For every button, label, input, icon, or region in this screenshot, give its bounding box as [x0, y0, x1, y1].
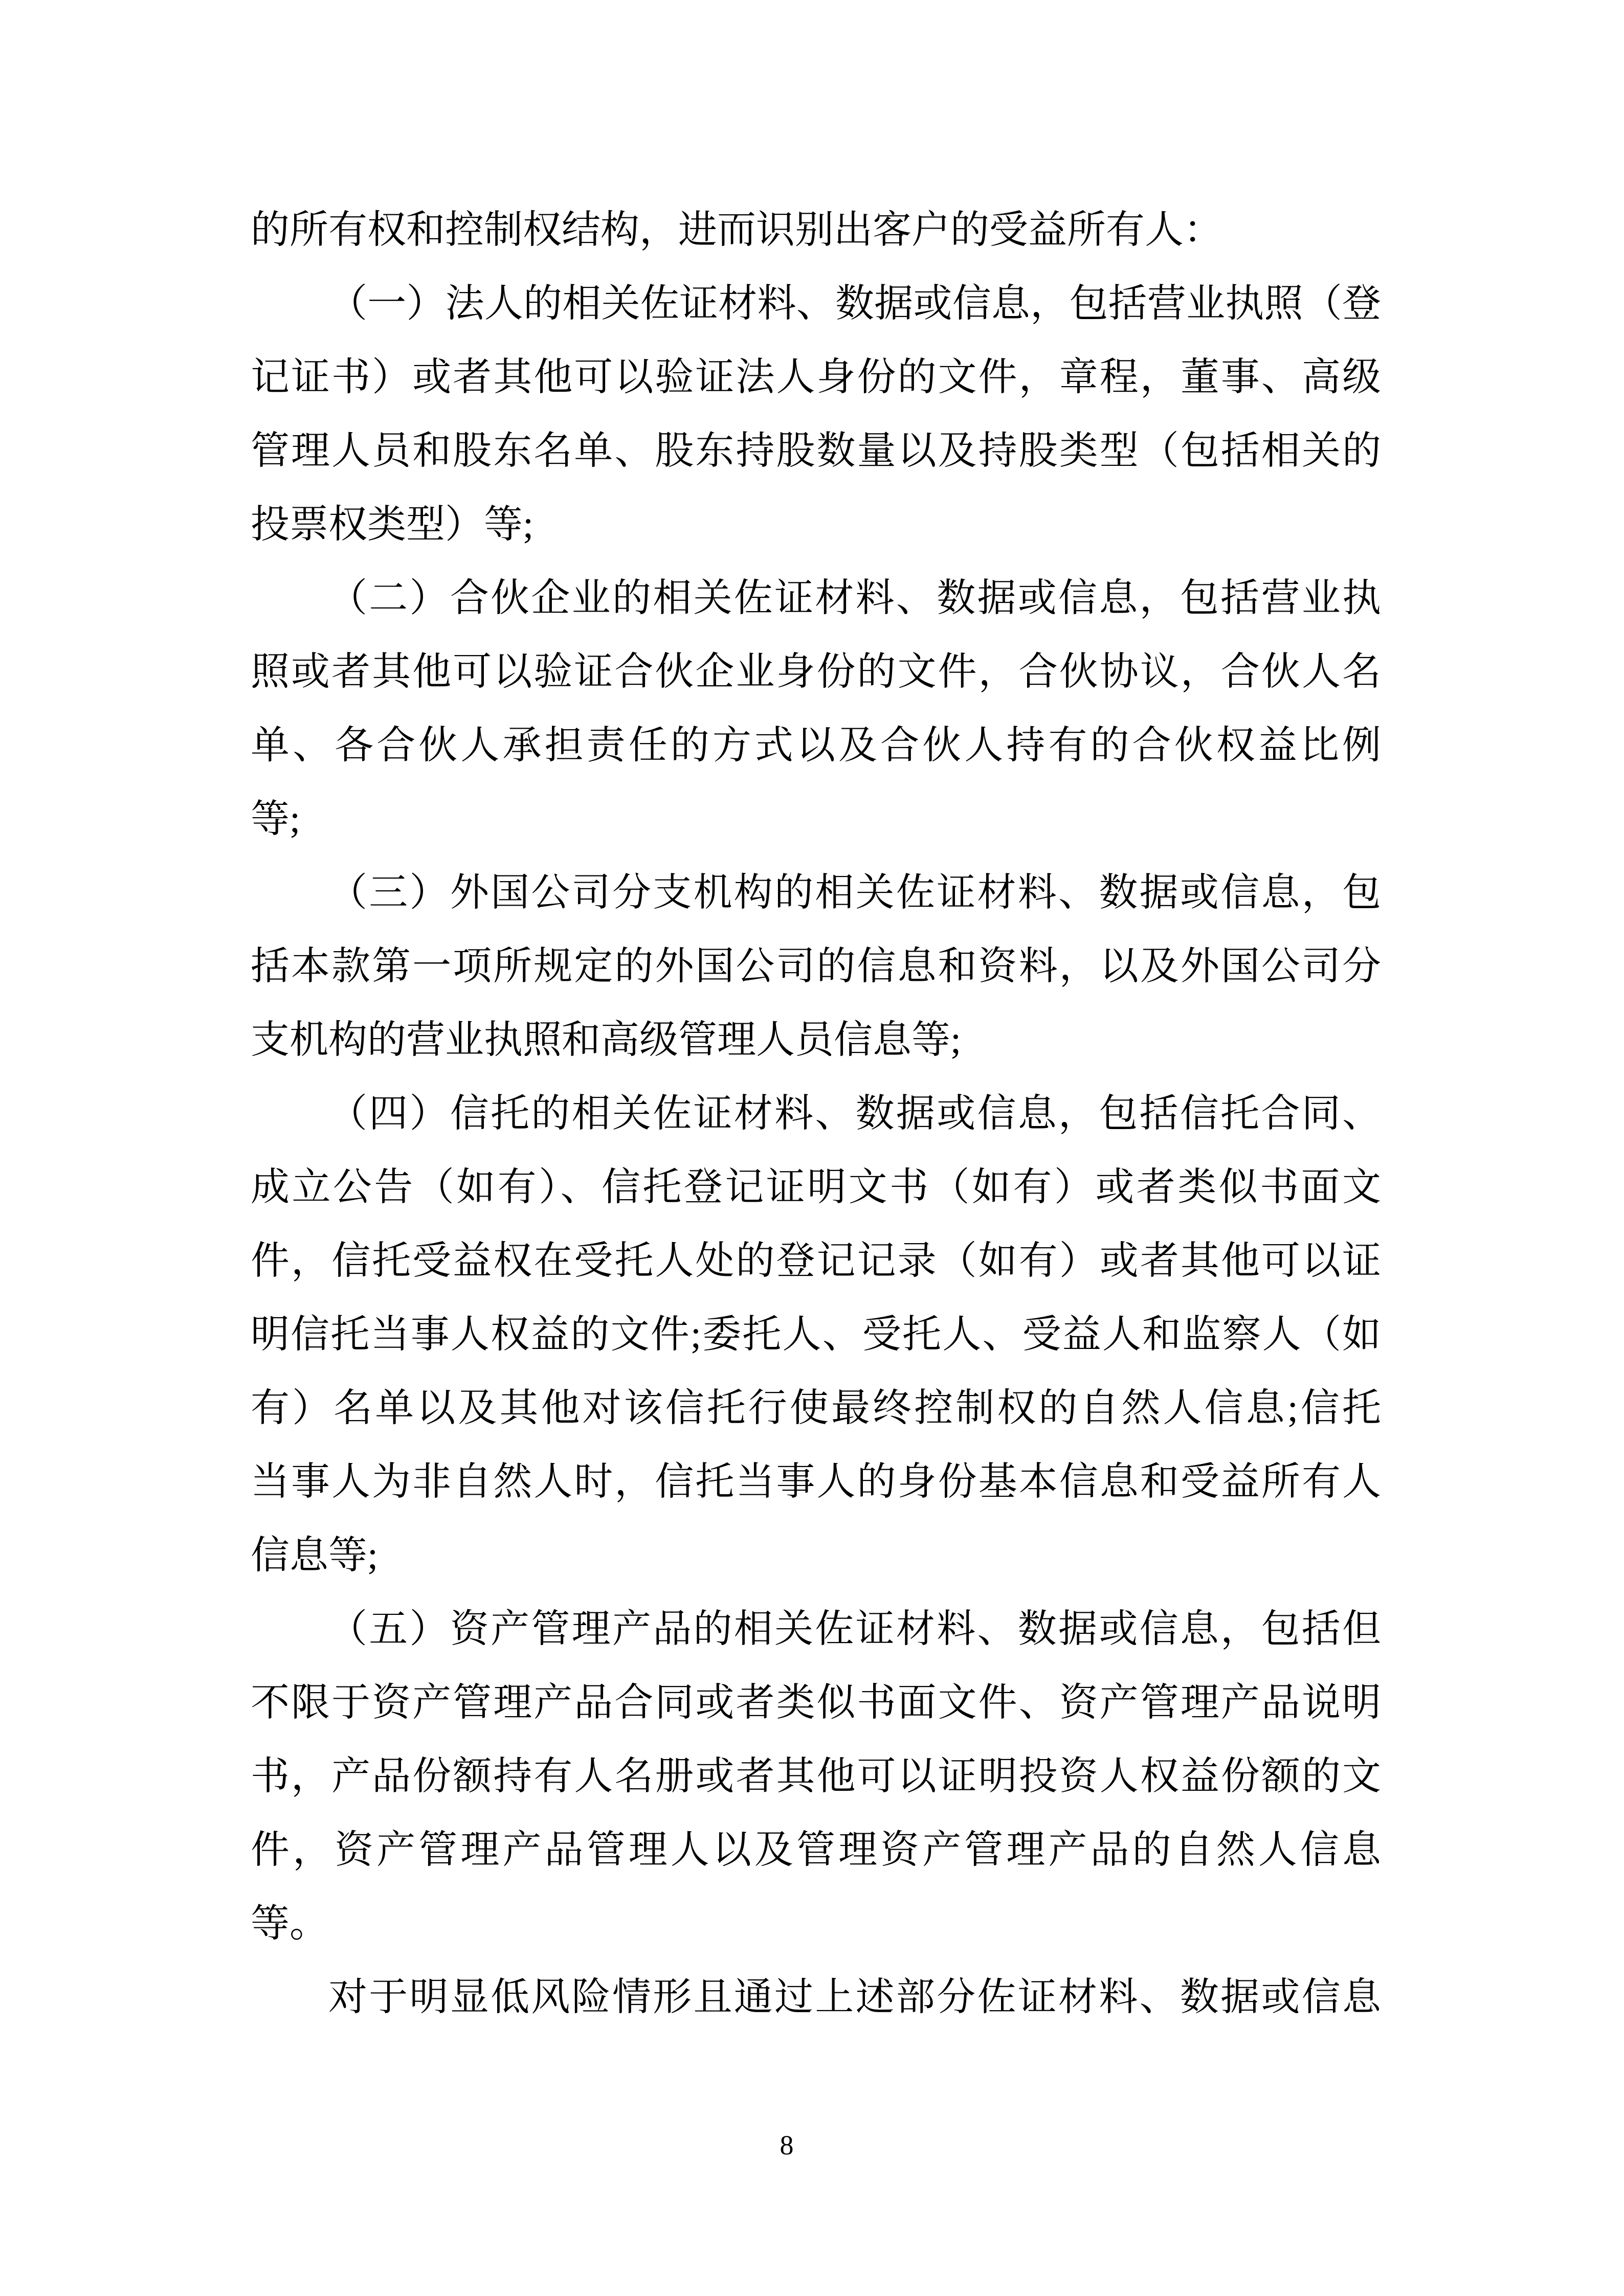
text-line: 等。: [251, 1902, 328, 1945]
text-line: 等;: [251, 798, 301, 841]
text-line: 有）名单以及其他对该信托行使最终控制权的自然人信息;信托: [251, 1387, 1381, 1430]
text-line: 书，产品份额持有人名册或者其他可以证明投资人权益份额的文: [251, 1755, 1381, 1798]
page-footer: [221, 2127, 1352, 2163]
text-line: 对于明显低风险情形且通过上述部分佐证材料、数据或信息: [328, 1976, 1381, 2019]
text-line: （三）外国公司分支机构的相关佐证材料、数据或信息，包: [328, 871, 1381, 914]
text-line: （一）法人的相关佐证材料、数据或信息，包括营业执照（登: [328, 282, 1381, 325]
text-line: （二）合伙企业的相关佐证材料、数据或信息，包括营业执: [328, 577, 1381, 620]
text-line: 单、各合伙人承担责任的方式以及合伙人持有的合伙权益比例: [251, 724, 1381, 767]
text-line: 投票权类型）等;: [251, 503, 534, 546]
text-line: （四）信托的相关佐证材料、数据或信息，包括信托合同、: [328, 1092, 1381, 1135]
text-line: （五）资产管理产品的相关佐证材料、数据或信息，包括但: [328, 1608, 1381, 1651]
page-number: 8: [780, 2130, 794, 2160]
text-line: 支机构的营业执照和高级管理人员信息等;: [251, 1019, 962, 1062]
text-line: 记证书）或者其他可以验证法人身份的文件，章程，董事、高级: [251, 356, 1381, 399]
document-text-block: [251, 193, 1381, 2034]
text-line: 括本款第一项所规定的外国公司的信息和资料，以及外国公司分: [251, 945, 1381, 988]
text-line: 照或者其他可以验证合伙企业身份的文件，合伙协议，合伙人名: [251, 650, 1381, 693]
text-line: 不限于资产管理产品合同或者类似书面文件、资产管理产品说明: [251, 1681, 1381, 1724]
text-line: 当事人为非自然人时，信托当事人的身份基本信息和受益所有人: [251, 1460, 1381, 1503]
text-line: 信息等;: [251, 1534, 379, 1577]
text-line: 明信托当事人权益的文件;委托人、受托人、受益人和监察人（如: [251, 1313, 1381, 1356]
text-line: 成立公告（如有）、信托登记证明文书（如有）或者类似书面文: [251, 1166, 1381, 1209]
text-line: 管理人员和股东名单、股东持股数量以及持股类型（包括相关的: [251, 430, 1381, 472]
text-line: 件，资产管理产品管理人以及管理资产管理产品的自然人信息: [251, 1829, 1381, 1872]
text-line: 件，信托受益权在受托人处的登记记录（如有）或者其他可以证: [251, 1240, 1381, 1282]
text-line: 的所有权和控制权结构，进而识别出客户的受益所有人：: [251, 209, 1222, 252]
